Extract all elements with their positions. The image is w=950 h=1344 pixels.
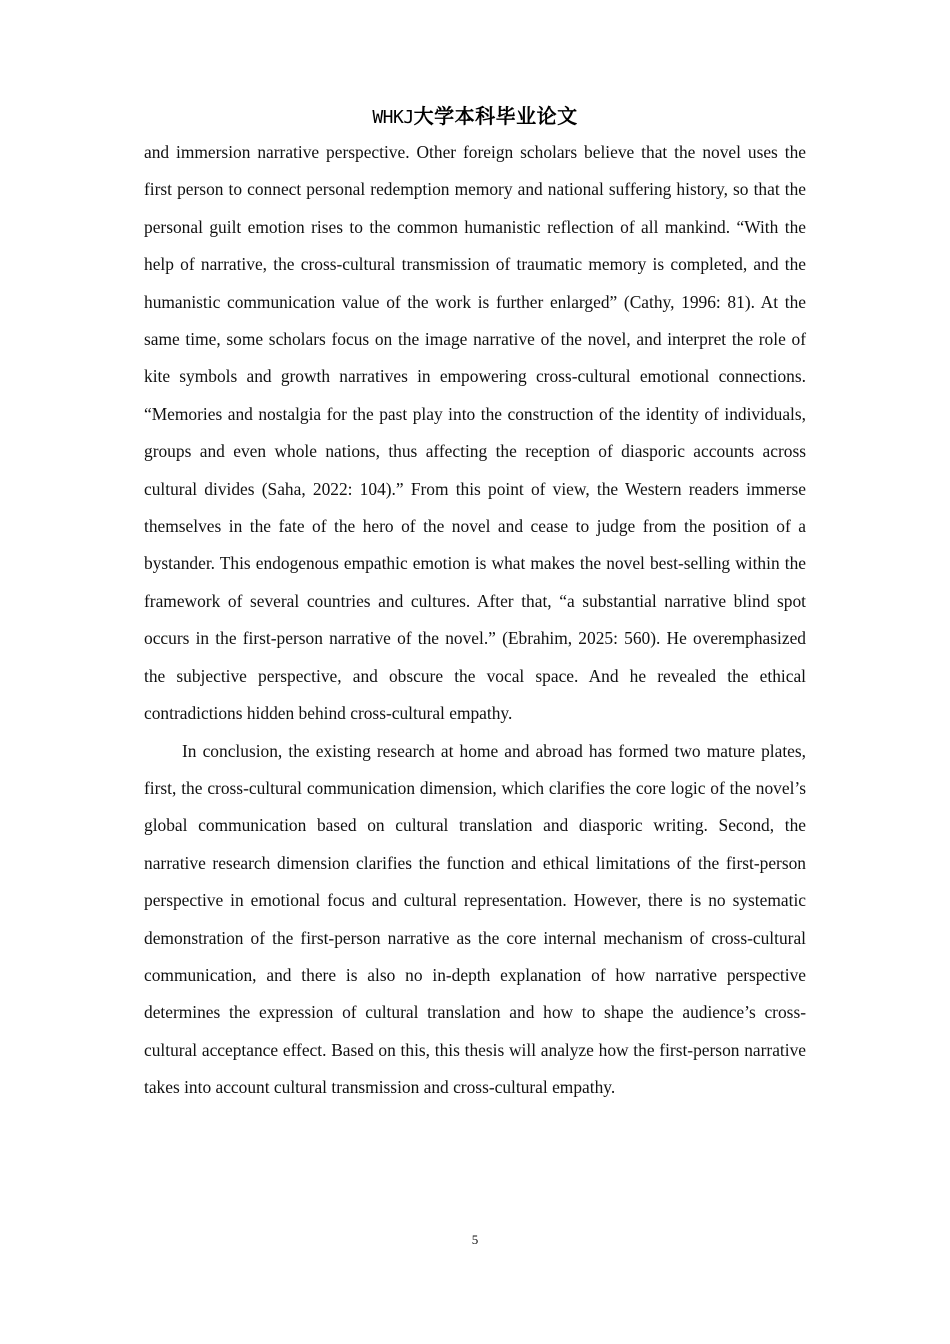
header-title: 大学本科毕业论文 [413,104,578,128]
paragraph-conclusion: In conclusion, the existing research at home and abroad has formed two mature plates, first, the cross-cultural communication dimension, which clarifies the core logic of the novel’s global communication based on cultural translation and diasporic writing. Second, the narrative research dimension clarifies the function and ethical limitations of the first-person perspective in emotional focus and cultural representation. However, there is no systematic demonstration of the first-person narrative as the core internal mechanism of cross-cultural communication, and there is also no in-depth explanation of how narrative perspective determines the expression of cultural translation and how to shape the audience’s cross-cultural acceptance effect. Based on this, this thesis will analyze how the first-person narrative takes into account cultural transmission and cross-cultural empathy. [144,740,806,1098]
running-header [0,100,950,129]
body-text [144,134,806,1107]
page-number: 5 [471,1232,479,1247]
header-institution-code: WHKJ [372,107,414,128]
paragraph-continued: and immersion narrative perspective. Other foreign scholars believe that the novel uses the first person to connect personal redemption memory and national suffering history, so that the personal guilt emotion rises to the common humanistic reflection of all mankind. “With the help of narrative, the cross-cultural transmission of traumatic memory is completed, and the humanistic communication value of the work is further enlarged” (Cathy, 1996: 81). At the same time, some scholars focus on the image narrative of the novel, and interpret the role of kite symbols and growth narratives in empowering cross-cultural emotional connections. “Memories and nostalgia for the past play into the construction of the identity of individuals, groups and even whole nations, thus affecting the reception of diasporic accounts across cultural divides (Saha, 2022: 104).” From this point of view, the Western readers immerse themselves in the fate of the hero of the novel and cease to judge from the position of a bystander. This endogenous empathic emotion is what makes the novel best-selling within the framework of several countries and cultures. After that, “a substantial narrative blind spot occurs in the first-person narrative of the novel.” (Ebrahim, 2025: 560). He overemphasized the subjective perspective, and obscure the vocal space. And he revealed the ethical contradictions hidden behind cross-cultural empathy. [144,142,806,724]
